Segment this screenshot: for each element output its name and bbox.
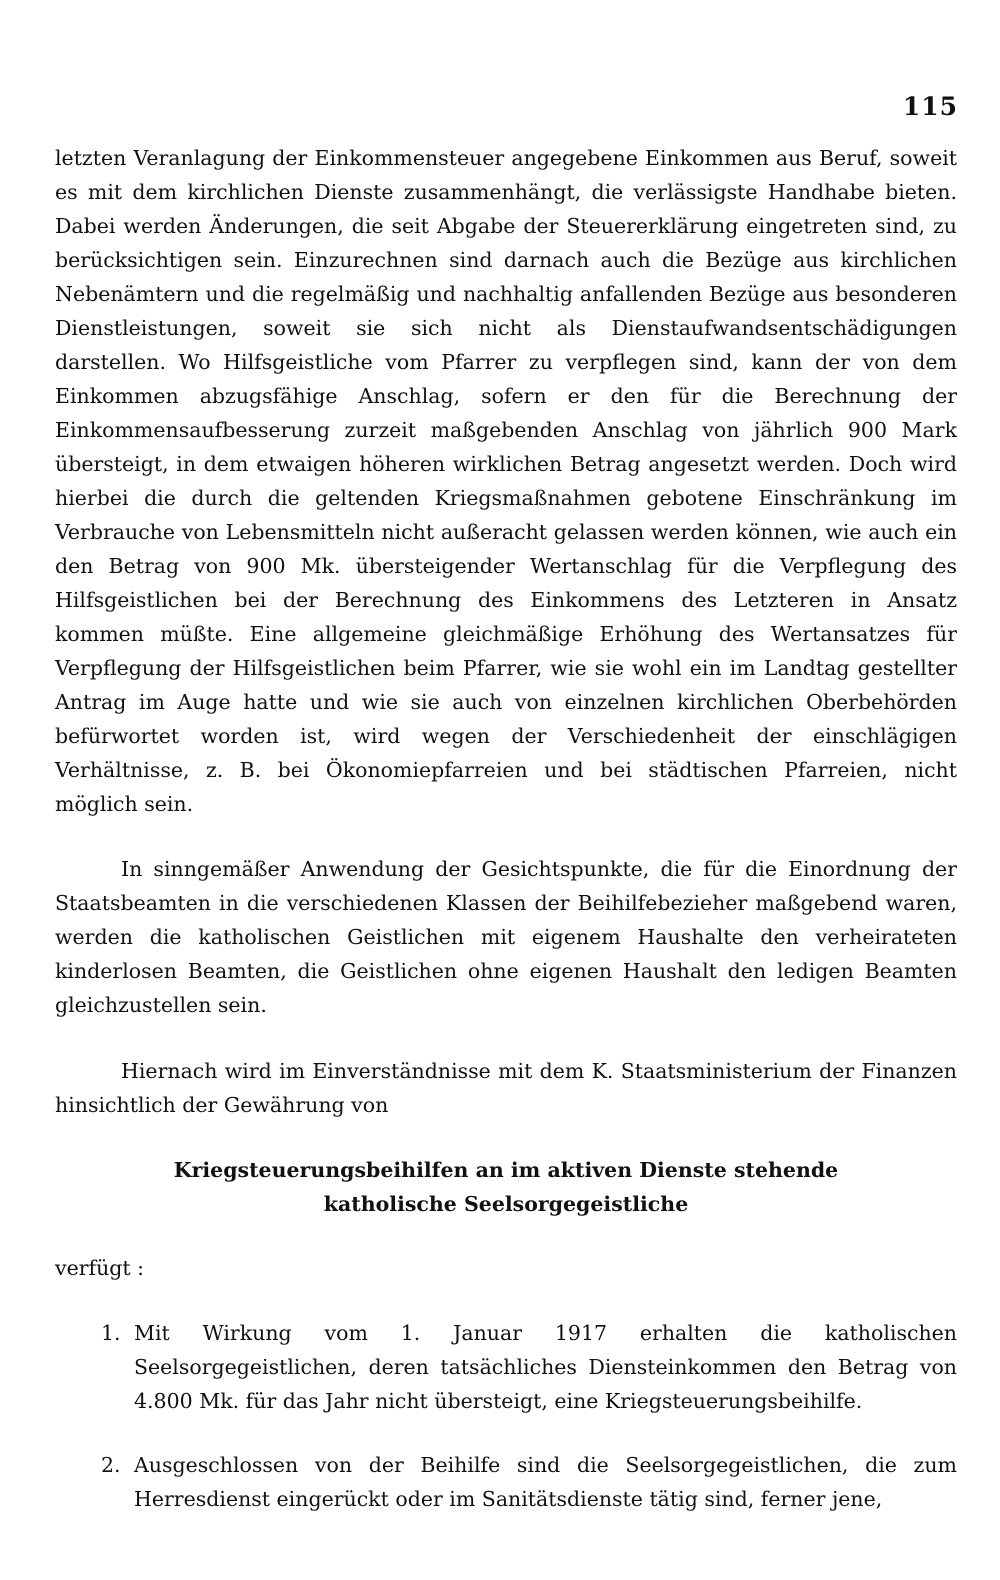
section-heading-line-1: Kriegsteuerungsbeihilfen an im aktiven Dienste stehende bbox=[173, 1158, 839, 1182]
list-item-number: 2. bbox=[101, 1453, 121, 1477]
paragraph-2: In sinngemäßer Anwendung der Gesichtspunkte, die für die Einordnung der Staatsbeamten in die verschiedenen Klassen der Beihilfebezieher maßgebend waren, werden die katholischen Geistlichen mit eigenem Haushalte den verheirateten kinderlosen Beamten, die Geistlichen ohne eigenen Haushalt den ledigen Beamten gleichzustellen sein. bbox=[55, 857, 957, 1017]
section-heading-line-2: katholische Seelsorgegeistliche bbox=[323, 1192, 689, 1216]
verfuegt-label: verfügt : bbox=[55, 1256, 145, 1280]
list-item-number: 1. bbox=[101, 1321, 121, 1345]
list-item bbox=[55, 1448, 957, 1516]
page-number: 115 bbox=[902, 92, 958, 121]
list-item-text: Mit Wirkung vom 1. Januar 1917 erhalten die katholischen Seelsorgegeistlichen, deren tatsächliches Diensteinkommen den Betrag von 4.800 Mk. für das Jahr nicht übersteigt, eine Kriegsteuerungsbeihilfe. bbox=[134, 1321, 957, 1413]
list-item bbox=[55, 1316, 957, 1418]
section-heading bbox=[55, 1153, 957, 1221]
list-item-text: Ausgeschlossen von der Beihilfe sind die Seelsorgegeistlichen, die zum Herresdienst eingerückt oder im Sanitätsdienste tätig sind, ferner jene, bbox=[134, 1453, 957, 1511]
paragraph-1: letzten Veranlagung der Einkommensteuer angegebene Einkommen aus Beruf, soweit es mit dem kirchlichen Dienste zusammenhängt, die verlässigste Handhabe bieten. Dabei werden Änderungen, die seit Abgabe der Steuererklärung eingetreten sind, zu berücksichtigen sein. Einzurechnen sind darnach auch die Bezüge aus kirchlichen Nebenämtern und die regelmäßig und nachhaltig anfallenden Bezüge aus besonderen Dienstleistungen, soweit sie sich nicht als Dienstaufwandsentschädigungen darstellen. Wo Hilfsgeistliche vom Pfarrer zu verpflegen sind, kann der von dem Einkommen abzugsfähige Anschlag, sofern er den für die Berechnung der Einkommensaufbesserung zurzeit maßgebenden Anschlag von jährlich 900 Mark übersteigt, in dem etwaigen höheren wirklichen Betrag angesetzt werden. Doch wird hierbei die durch die geltenden Kriegsmaßnahmen gebotene Einschränkung im Verbrauche von Lebensmitteln nicht außeracht gelassen werden können, wie auch ein den Betrag von 900 Mk. übersteigender Wertanschlag für die Verpflegung des Hilfsgeistlichen bei der Berechnung des Einkommens des Letzteren in Ansatz kommen müßte. Eine allgemeine gleichmäßige Erhöhung des Wertansatzes für Verpflegung der Hilfsgeistlichen beim Pfarrer, wie sie wohl ein im Landtag gestellter Antrag im Auge hatte und wie sie auch von einzelnen kirchlichen Oberbehörden befürwortet worden ist, wird wegen der Verschiedenheit der einschlägigen Verhältnisse, z. B. bei Ökonomiepfarreien und bei städtischen Pfarreien, nicht möglich sein. bbox=[55, 146, 957, 816]
paragraph-3: Hiernach wird im Einverständnisse mit dem K. Staatsministerium der Finanzen hinsichtlich der Gewährung von bbox=[55, 1059, 957, 1117]
